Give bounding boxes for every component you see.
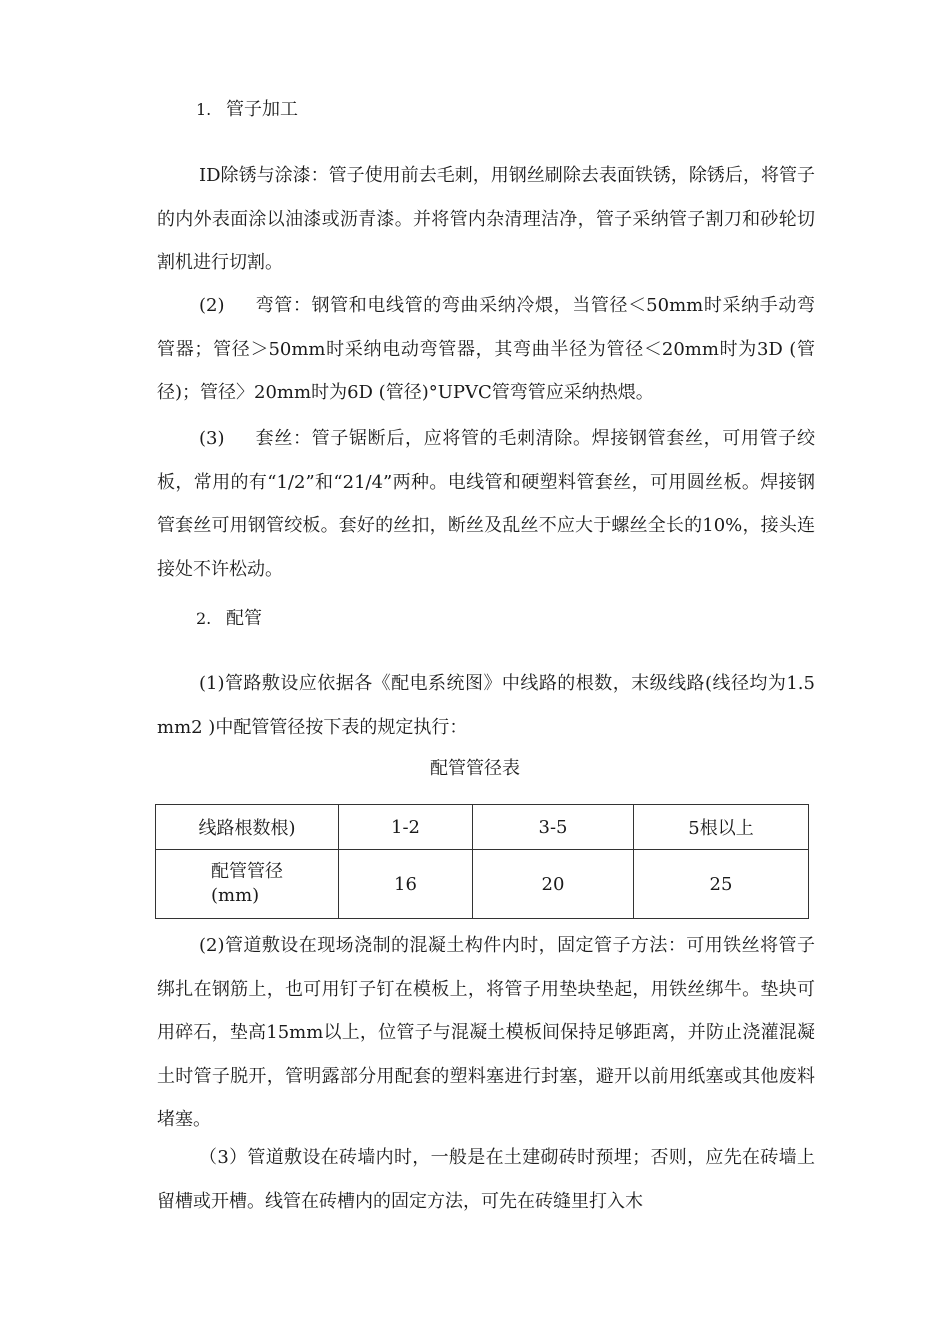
table-row <box>156 805 809 850</box>
table-cell: 5根以上 <box>634 805 809 850</box>
cell-label-unit: (mm) <box>211 885 260 906</box>
table-cell: 25 <box>634 850 809 919</box>
paragraph-text: 套丝：管子锯断后，应将管的毛刺清除。焊接钢管套丝，可用管子绞板，常用的有“1/2”和“21/4”两种。电线管和硬塑料管套丝，可用圆丝板。焊接钢管套丝可用钢管绞板。套好的丝扣，断丝及乱丝不应大于螺丝全长的10%，接头连接处不许松动。 <box>157 428 815 580</box>
table-cell: 3-5 <box>473 805 634 850</box>
table-cell: 16 <box>339 850 473 919</box>
table-cell: 线路根数根) <box>156 805 339 850</box>
paragraph-threading <box>157 417 815 591</box>
table-row <box>156 850 809 919</box>
section-number: 2. <box>196 609 212 628</box>
section-title: 配管 <box>226 608 262 629</box>
section-number: 1. <box>196 100 212 119</box>
table-cell <box>156 850 339 919</box>
paragraph-brick-embedding: （3）管道敷设在砖墙内时，一般是在土建砌砖时预埋；否则，应先在砖墙上留槽或开槽。线管在砖槽内的固定方法，可先在砖缝里打入木 <box>157 1147 815 1212</box>
cell-label <box>211 860 283 908</box>
table-caption: 配管管径表 <box>430 758 520 779</box>
table-cell: 1-2 <box>339 805 473 850</box>
item-number: (2) <box>199 295 225 316</box>
paragraph-text: 弯管：钢管和电线管的弯曲采纳冷煨，当管径＜50mm时采纳手动弯管器；管径＞50mm时采纳电动弯管器，其弯曲半径为管径＜20mm时为3D (管径)；管径〉20mm时为6D (管径)°UPVC管弯管应采纳热煨。 <box>157 295 815 404</box>
cell-label-line: 配管管径 <box>211 861 283 882</box>
paragraph-concrete-embedding: (2)管道敷设在现场浇制的混凝土构件内时，固定管子方法：可用铁丝将管子绑扎在钢筋上，也可用钉子钉在模板上，将管子用垫块垫起，用铁丝绑牛。垫块可用碎石，垫高15mm以上，位管子与混凝土模板间保持足够距离，并防止浇灌混凝土时管子脱开，管明露部分用配套的塑料塞进行封塞，避开以前用纸塞或其他废料堵塞。 <box>157 935 815 1131</box>
pipe-diameter-table <box>155 804 809 919</box>
table-cell: 20 <box>473 850 634 919</box>
section-heading-2 <box>196 607 262 631</box>
section-heading-1 <box>196 98 298 122</box>
item-number: (3) <box>199 428 225 449</box>
section-title: 管子加工 <box>226 99 298 120</box>
paragraph-bending <box>157 284 815 415</box>
paragraph-derusting: ID除锈与涂漆：管子使用前去毛刺，用钢丝刷除去表面铁锈，除锈后，将管子的内外表面涂以油漆或沥青漆。并将管内杂清理洁净，管子采纳管子割刀和砂轮切割机进行切割。 <box>157 165 815 274</box>
paragraph-routing: (1)管路敷设应依据各《配电系统图》中线路的根数，末级线路(线径均为1.5mm2 )中配管管径按下表的规定执行： <box>157 673 815 738</box>
